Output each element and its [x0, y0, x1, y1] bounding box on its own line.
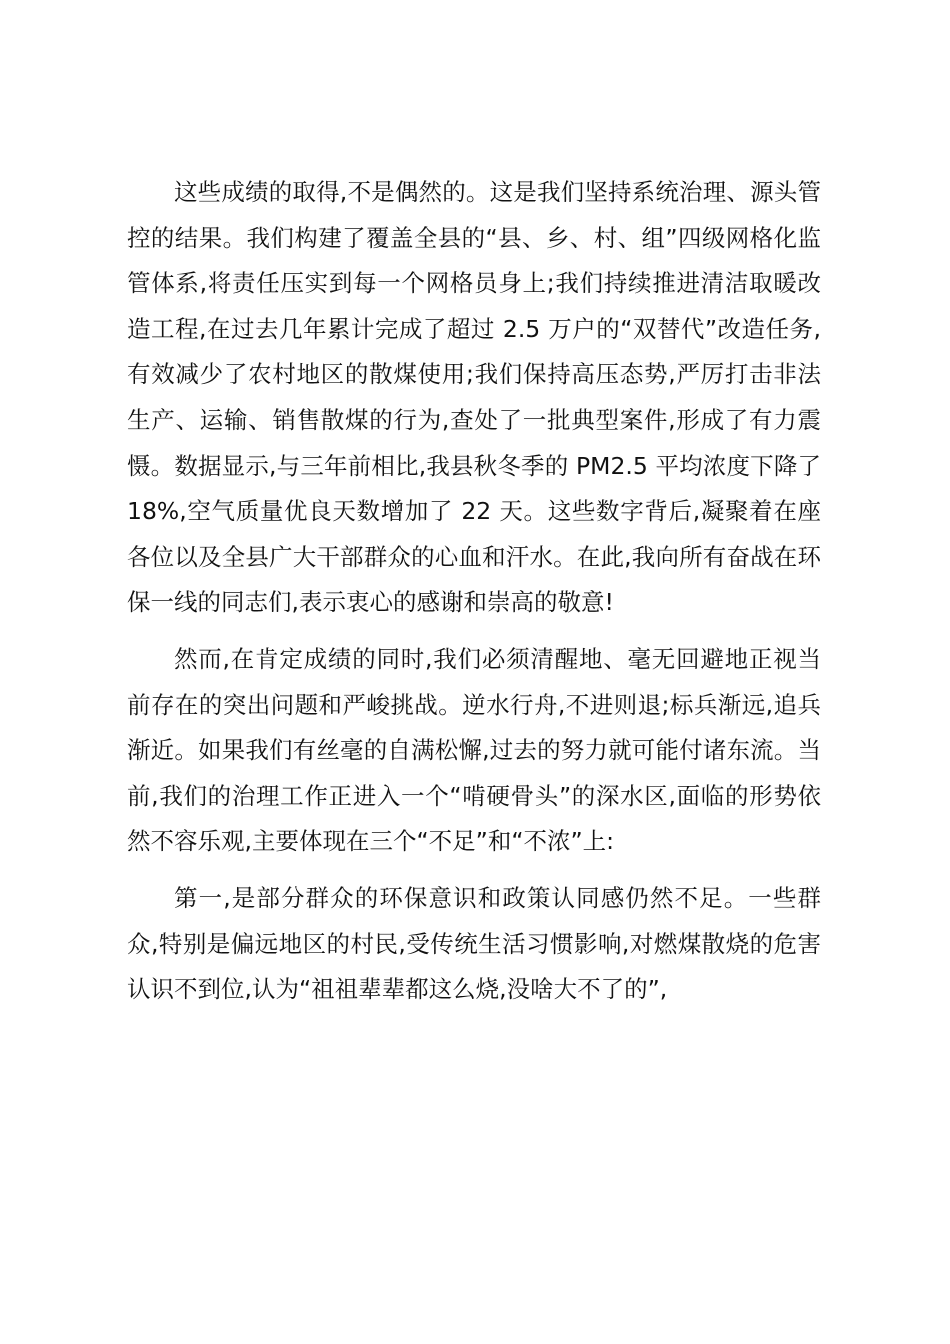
paragraph-first-issue: 第一,是部分群众的环保意识和政策认同感仍然不足。一些群众,特别是偏远地区的村民,受传统生活习惯影响,对燃煤散烧的危害认识不到位,认为“祖祖辈辈都这么烧,没啥大不了的”, — [127, 883, 821, 1004]
paragraph-challenges: 然而,在肯定成绩的同时,我们必须清醒地、毫无回避地正视当前存在的突出问题和严峻挑战。逆水行舟,不进则退;标兵渐远,追兵渐近。如果我们有丝毫的自满松懈,过去的努力就可能付诸东流。当前,我们的治理工作正进入一个“啃硬骨头”的深水区,面临的形势依然不容乐观,主要体现在三个“不足”和“不浓”上: — [127, 644, 821, 856]
paragraph-achievements: 这些成绩的取得,不是偶然的。这是我们坚持系统治理、源头管控的结果。我们构建了覆盖全县的“县、乡、村、组”四级网格化监管体系,将责任压实到每一个网格员身上;我们持续推进清洁取暖改造工程,在过去几年累计完成了超过 2.5 万户的“双替代”改造任务,有效减少了农村地区的散煤使用;我们保持高压态势,严厉打击非法生产、运输、销售散煤的行为,查处了一批典型案件,形成了有力震慑。数据显示,与三年前相比,我县秋冬季的 PM2.5 平均浓度下降了 18%,空气质量优良天数增加了 22 天。这些数字背后,凝聚着在座各位以及全县广大干部群众的心血和汗水。在此,我向所有奋战在环保一线的同志们,表示衷心的感谢和崇高的敬意! — [127, 178, 821, 617]
document-body — [127, 170, 821, 1024]
